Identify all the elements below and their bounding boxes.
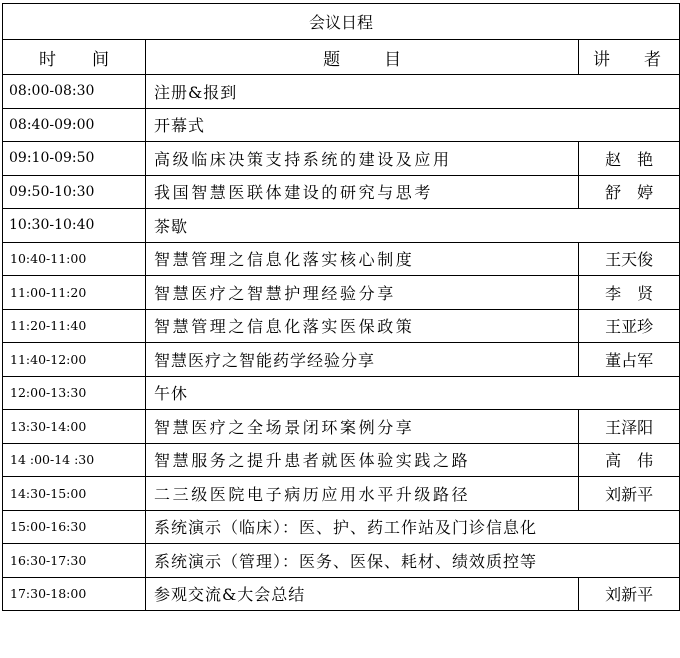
row-topic: 智慧服务之提升患者就医体验实践之路 (146, 443, 579, 477)
row-speaker: 王亚珍 (579, 309, 680, 343)
schedule-row (3, 142, 680, 176)
row-time: 15:00-16:30 (3, 510, 146, 544)
header-time: 时间 (3, 40, 146, 75)
schedule-row (3, 242, 680, 276)
schedule-row (3, 477, 680, 511)
row-topic: 高级临床决策支持系统的建设及应用 (146, 142, 579, 176)
row-topic: 系统演示（临床）：医、护、药工作站及门诊信息化 (146, 510, 680, 544)
row-speaker: 舒婷 (579, 175, 680, 209)
schedule-row (3, 175, 680, 209)
schedule-row (3, 75, 680, 109)
row-speaker: 王天俊 (579, 242, 680, 276)
row-topic: 参观交流&大会总结 (146, 577, 579, 611)
header-topic: 题目 (146, 40, 579, 75)
schedule-row (3, 544, 680, 578)
row-speaker: 刘新平 (579, 577, 680, 611)
row-topic: 系统演示（管理）：医务、医保、耗材、绩效质控等 (146, 544, 680, 578)
schedule-row (3, 209, 680, 243)
row-speaker: 王泽阳 (579, 410, 680, 444)
row-time: 08:00-08:30 (3, 75, 146, 109)
header-row (3, 40, 680, 75)
row-time: 11:20-11:40 (3, 309, 146, 343)
schedule-table (2, 3, 680, 611)
row-topic: 智慧医疗之全场景闭环案例分享 (146, 410, 579, 444)
row-time: 09:10-09:50 (3, 142, 146, 176)
row-topic: 智慧管理之信息化落实核心制度 (146, 242, 579, 276)
schedule-row (3, 376, 680, 410)
row-time: 14 :00-14 :30 (3, 443, 146, 477)
row-speaker: 刘新平 (579, 477, 680, 511)
row-topic: 茶歇 (146, 209, 680, 243)
row-time: 17:30-18:00 (3, 577, 146, 611)
row-topic: 二三级医院电子病历应用水平升级路径 (146, 477, 579, 511)
schedule-row (3, 276, 680, 310)
row-topic: 午休 (146, 376, 680, 410)
row-time: 10:30-10:40 (3, 209, 146, 243)
schedule-row (3, 577, 680, 611)
schedule-row (3, 510, 680, 544)
row-time: 11:40-12:00 (3, 343, 146, 377)
row-time: 14:30-15:00 (3, 477, 146, 511)
schedule-row (3, 443, 680, 477)
row-topic: 智慧医疗之智能药学经验分享 (146, 343, 579, 377)
header-speaker-a: 讲 (593, 49, 610, 70)
row-topic: 我国智慧医联体建设的研究与思考 (146, 175, 579, 209)
row-topic: 开幕式 (146, 108, 680, 142)
row-topic: 智慧管理之信息化落实医保政策 (146, 309, 579, 343)
row-speaker: 李贤 (579, 276, 680, 310)
row-speaker: 赵艳 (579, 142, 680, 176)
row-topic: 智慧医疗之智慧护理经验分享 (146, 276, 579, 310)
row-time: 08:40-09:00 (3, 108, 146, 142)
row-time: 13:30-14:00 (3, 410, 146, 444)
row-time: 12:00-13:30 (3, 376, 146, 410)
row-time: 16:30-17:30 (3, 544, 146, 578)
header-speaker (579, 40, 680, 75)
row-topic: 注册&报到 (146, 75, 680, 109)
schedule-title: 会议日程 (3, 4, 680, 40)
schedule-row (3, 108, 680, 142)
schedule-row (3, 309, 680, 343)
row-speaker: 董占军 (579, 343, 680, 377)
schedule-row (3, 410, 680, 444)
header-speaker-b: 者 (644, 49, 661, 70)
schedule-row (3, 343, 680, 377)
row-speaker: 高伟 (579, 443, 680, 477)
row-time: 09:50-10:30 (3, 175, 146, 209)
row-time: 11:00-11:20 (3, 276, 146, 310)
row-time: 10:40-11:00 (3, 242, 146, 276)
